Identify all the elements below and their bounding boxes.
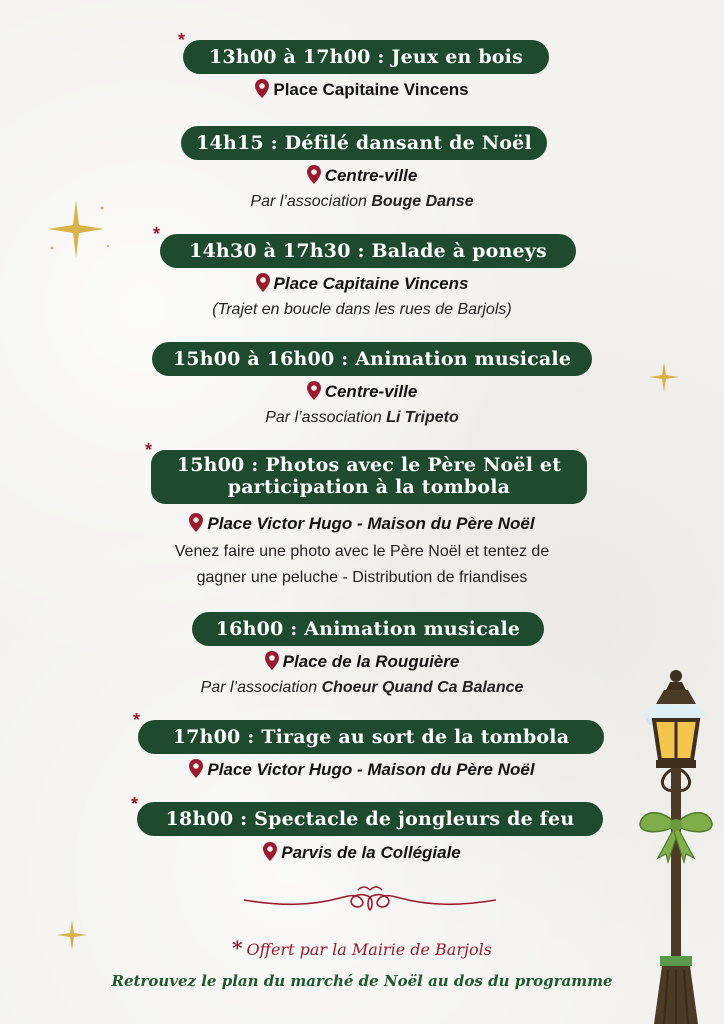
location-text: Place de la Rouguière — [282, 652, 460, 671]
event-description: Venez faire une photo avec le Père Noël et tentez de — [174, 543, 550, 560]
event-location — [0, 759, 724, 780]
event-title-pill — [151, 450, 587, 504]
map-pin-icon — [307, 165, 321, 184]
description-prefix: Par l’association — [200, 679, 322, 696]
location-text: Place Victor Hugo - Maison du Père Noël — [207, 514, 535, 533]
asterisk-mark: * — [133, 710, 141, 730]
plan-note: Retrouvez le plan du marché de Noël au dos du programme — [111, 972, 613, 990]
asterisk-mark: * — [232, 936, 243, 960]
title-line: 15h00 : Photos avec le Père Noël et — [176, 454, 562, 476]
event-location — [0, 381, 724, 402]
description-prefix: Par l’association — [265, 409, 387, 426]
street-lamp-illustration — [632, 668, 724, 1024]
event-location — [0, 842, 724, 863]
location-text: Place Capitaine Vincens — [273, 274, 469, 293]
event-title-pill: 18h00 : Spectacle de jongleurs de feu — [137, 802, 603, 836]
event-description: gagner une peluche - Distribution de friandises — [196, 569, 528, 586]
event-title-pill: 14h15 : Défilé dansant de Noël — [181, 126, 547, 160]
association-name: Choeur Quand Ca Balance — [321, 679, 524, 696]
event-title-pill: 13h00 à 17h00 : Jeux en bois — [183, 40, 549, 74]
event-location — [0, 513, 724, 534]
event-title-pill: 14h30 à 17h30 : Balade à poneys — [160, 234, 576, 268]
flourish-divider — [240, 884, 500, 918]
map-pin-icon — [255, 79, 269, 98]
offered-by-text: Offert par la Mairie de Barjols — [246, 940, 492, 959]
map-pin-icon — [263, 842, 277, 861]
map-pin-icon — [265, 651, 279, 670]
event-description: (Trajet en boucle dans les rues de Barjols) — [212, 301, 512, 318]
location-text: Centre-ville — [324, 382, 418, 401]
event-description — [0, 193, 724, 211]
event-location — [0, 273, 724, 294]
asterisk-mark: * — [145, 440, 153, 460]
map-pin-icon — [307, 381, 321, 400]
event-location — [0, 79, 724, 100]
map-pin-icon — [189, 759, 203, 778]
asterisk-mark: * — [178, 30, 186, 50]
event-title-pill: 16h00 : Animation musicale — [192, 612, 544, 646]
association-name: Li Tripeto — [386, 409, 459, 426]
description-prefix: Par l’association — [250, 193, 372, 210]
event-description — [0, 679, 724, 697]
location-text: Parvis de la Collégiale — [281, 843, 461, 862]
map-pin-icon — [256, 273, 270, 292]
location-text: Place Capitaine Vincens — [273, 80, 469, 99]
location-text: Centre-ville — [324, 166, 418, 185]
asterisk-mark: * — [131, 794, 139, 814]
location-text: Place Victor Hugo - Maison du Père Noël — [207, 760, 535, 779]
event-title-pill: 15h00 à 16h00 : Animation musicale — [152, 342, 592, 376]
offered-by-note — [0, 936, 724, 960]
event-description — [0, 409, 724, 427]
event-title-pill: 17h00 : Tirage au sort de la tombola — [138, 720, 604, 754]
association-name: Bouge Danse — [371, 193, 474, 210]
map-pin-icon — [189, 513, 203, 532]
asterisk-mark: * — [153, 224, 161, 244]
event-location — [0, 651, 724, 672]
title-line: participation à la tombola — [227, 476, 511, 498]
event-location — [0, 165, 724, 186]
